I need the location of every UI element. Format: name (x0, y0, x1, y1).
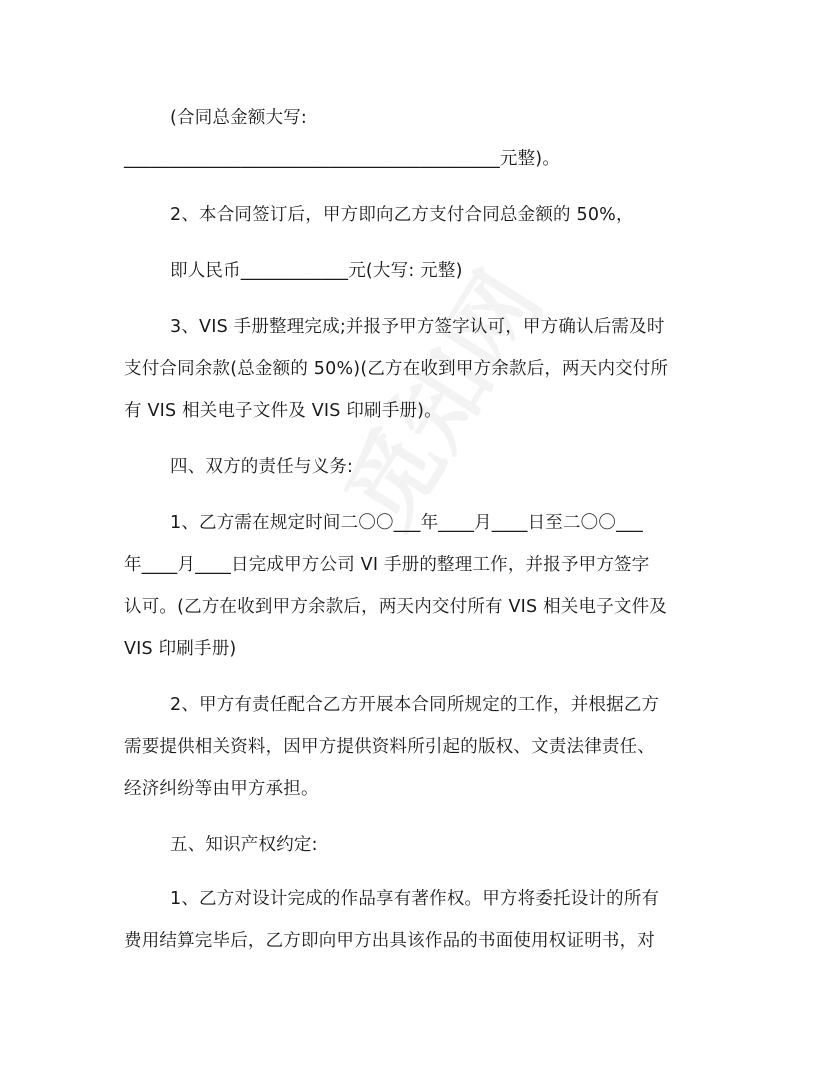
text-line: 年____月____日完成甲方公司 VI 手册的整理工作，并报予甲方签字 (124, 555, 650, 575)
section-heading: 四、双方的责任与义务: (170, 457, 354, 477)
text-line: VIS 印刷手册) (124, 639, 237, 659)
text-line: (合同总金额大写: (170, 108, 308, 128)
text-line: 有 VIS 相关电子文件及 VIS 印刷手册)。 (124, 401, 442, 421)
text-line: 即人民币____________元(大写: 元整) (170, 261, 463, 281)
text-line: 2、本合同签订后，甲方即向乙方支付合同总金额的 50%， (170, 205, 634, 225)
text-line: __________________________________________元整)。 (124, 149, 561, 169)
text-line: 1、乙方对设计完成的作品享有著作权。甲方将委托设计的所有 (170, 889, 660, 909)
text-line: 费用结算完毕后，乙方即向甲方出具该作品的书面使用权证明书，对 (124, 931, 655, 951)
section-heading: 五、知识产权约定: (170, 835, 318, 855)
text-line: 3、VIS 手册整理完成;并报予甲方签字认可，甲方确认后需及时 (170, 317, 665, 337)
text-line: 1、乙方需在规定时间二〇〇___年____月____日至二〇〇___ (170, 513, 643, 533)
text-line: 2、甲方有责任配合乙方开展本合同所规定的工作，并根据乙方 (170, 695, 660, 715)
text-line: 支付合同余款(总金额的 50%)(乙方在收到甲方余款后，两天内交付所 (124, 359, 669, 379)
text-line: 经济纠纷等由甲方承担。 (124, 779, 319, 799)
watermark (309, 244, 567, 548)
text-line: 认可。(乙方在收到甲方余款后，两天内交付所有 VIS 相关电子文件及 (124, 597, 667, 617)
text-line: 需要提供相关资料，因甲方提供资料所引起的版权、文责法律责任、 (124, 737, 655, 757)
